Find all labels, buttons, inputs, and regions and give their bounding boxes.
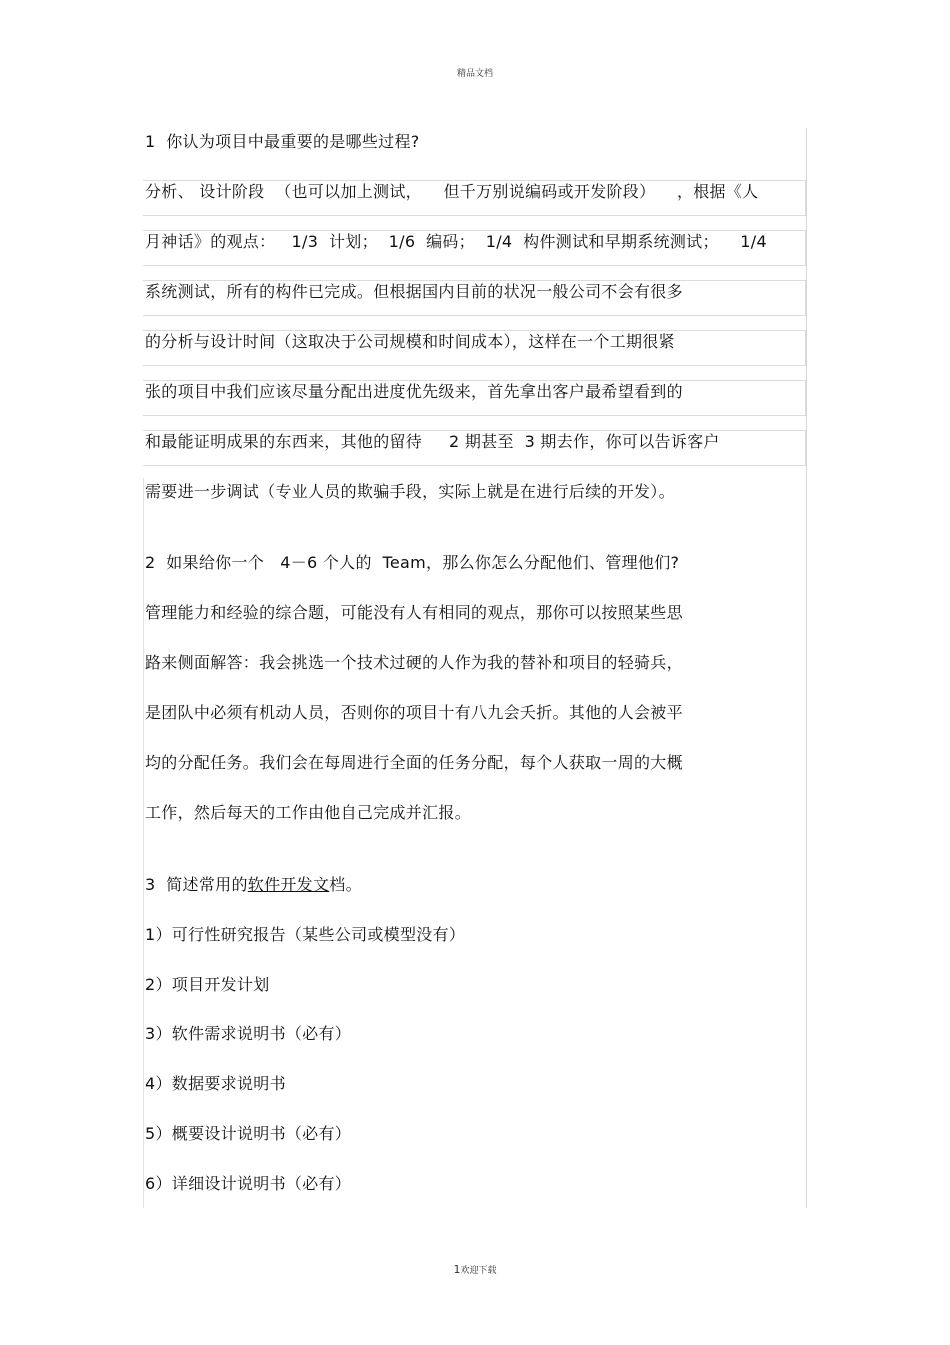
question-3-suffix: 档。 (329, 875, 362, 894)
question-1: 1 你认为项目中最重要的是哪些过程? (145, 132, 420, 151)
answer-1-line: 系统测试，所有的构件已完成。但根据国内目前的状况一般公司不会有很多 (145, 282, 683, 301)
footer-text: 欢迎下载 (460, 1266, 497, 1276)
answer-1-line: 月神话》的观点： 1/3 计划； 1/6 编码； 1/4 构件测试和早期系统测试； 1/4 (145, 232, 767, 251)
doc-list-item: 2）项目开发计划 (145, 975, 270, 994)
doc-list-item: 3）软件需求说明书（必有） (145, 1024, 352, 1043)
page-frame-right-border (806, 128, 807, 1208)
page-header: 精品文档 (456, 69, 493, 79)
answer-1-line: 需要进一步调试（专业人员的欺骗手段，实际上就是在进行后续的开发）。 (145, 482, 675, 501)
answer-2-line: 工作，然后每天的工作由他自己完成并汇报。 (145, 803, 472, 822)
question-2: 2 如果给你一个 4－6 个人的 Team，那么你怎么分配他们、管理他们? (145, 553, 680, 572)
doc-list-item: 5）概要设计说明书（必有） (145, 1124, 352, 1143)
question-3-prefix: 3 简述常用的 (145, 875, 248, 894)
answer-1-line: 分析、 设计阶段 （也可以加上测试， 但千万别说编码或开发阶段） ，根据《人 (145, 182, 759, 201)
page-frame-left-border (143, 478, 144, 1208)
doc-list-item: 6）详细设计说明书（必有） (145, 1174, 352, 1193)
answer-2-line: 是团队中必须有机动人员，否则你的项目十有八九会夭折。其他的人会被平 (145, 703, 683, 722)
doc-list-item: 1）可行性研究报告（某些公司或模型没有） (145, 925, 466, 944)
answer-2-line: 路来侧面解答：我会挑选一个技术过硬的人作为我的替补和项目的轻骑兵， (145, 653, 683, 672)
doc-list-item: 4）数据要求说明书 (145, 1074, 286, 1093)
page-footer (0, 1263, 950, 1276)
answer-2-line: 均的分配任务。我们会在每周进行全面的任务分配，每个人获取一周的大概 (145, 753, 683, 772)
software-docs-link[interactable]: 软件开发文 (247, 875, 330, 894)
answer-1-line: 和最能证明成果的东西来，其他的留待 2 期甚至 3 期去作，你可以告诉客户 (145, 432, 720, 451)
answer-1-line: 张的项目中我们应该尽量分配出进度优先级来，首先拿出客户最希望看到的 (145, 382, 683, 401)
question-3 (145, 874, 362, 896)
answer-2-line: 管理能力和经验的综合题，可能没有人有相同的观点，那你可以按照某些思 (145, 603, 683, 622)
page-number: 1 (453, 1263, 461, 1276)
answer-1-line: 的分析与设计时间（这取决于公司规模和时间成本），这样在一个工期很紧 (145, 332, 675, 351)
